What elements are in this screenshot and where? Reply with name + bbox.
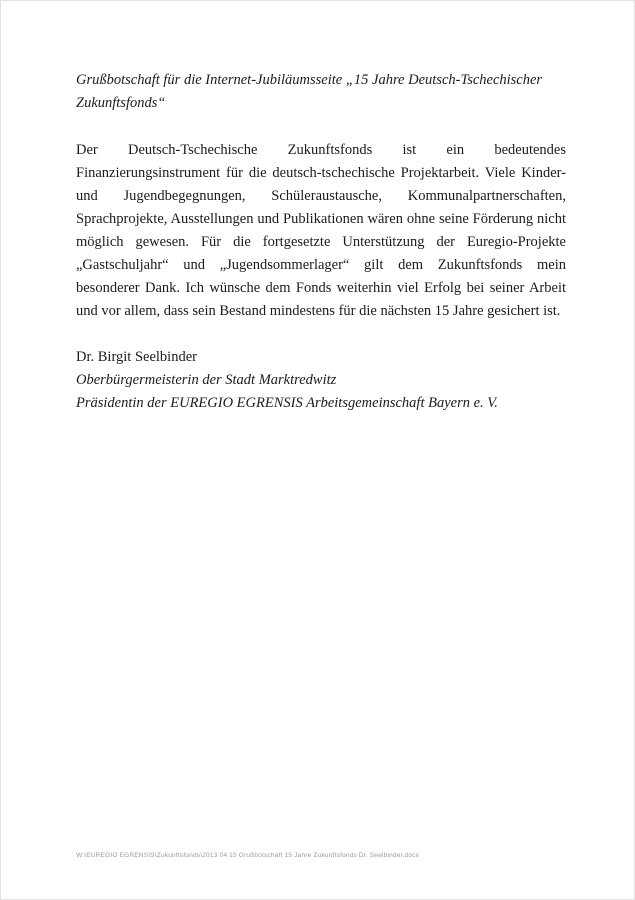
signature-role-president: Präsidentin der EUREGIO EGRENSIS Arbeitsgemeinschaft Bayern e. V. [76, 395, 498, 411]
signature-role-mayor: Oberbürgermeisterin der Stadt Marktredwitz [76, 372, 337, 388]
document-title: Grußbotschaft für die Internet-Jubiläumsseite „15 Jahre Deutsch-Tschechischer Zukunftsfonds“ [76, 72, 543, 111]
signature-name: Dr. Birgit Seelbinder [76, 349, 197, 365]
body-paragraph: Der Deutsch-Tschechische Zukunftsfonds ist ein bedeutendes Finanzierungsinstrument für die deutsch-tschechische Projektarbeit. Viele Kinder- und Jugendbegegnungen, Schüleraustausche, Kommunalpartnerschaften, Sprachprojekte, Ausstellungen und Publikationen wären ohne seine Förderung nicht möglich gewesen. Für die fortgesetzte Unterstützung der Euregio-Projekte „Gastschuljahr“ und „Jugendsommerlager“ gilt dem Zukunftsfonds mein besonderer Dank. Ich wünsche dem Fonds weiterhin viel Erfolg bei seiner Arbeit und vor allem, dass sein Bestand mindestens für die nächsten 15 Jahre gesichert ist. [76, 142, 566, 319]
document-content [76, 69, 566, 415]
footer-file-path: W:\EUREGIO EGRENSIS\Zukunftsfonds\2013 04 15 Grußbotschaft 15 Jahre Zukunftsfonds Dr. Seelbinder.docx [76, 852, 420, 859]
signature-block [76, 346, 566, 415]
